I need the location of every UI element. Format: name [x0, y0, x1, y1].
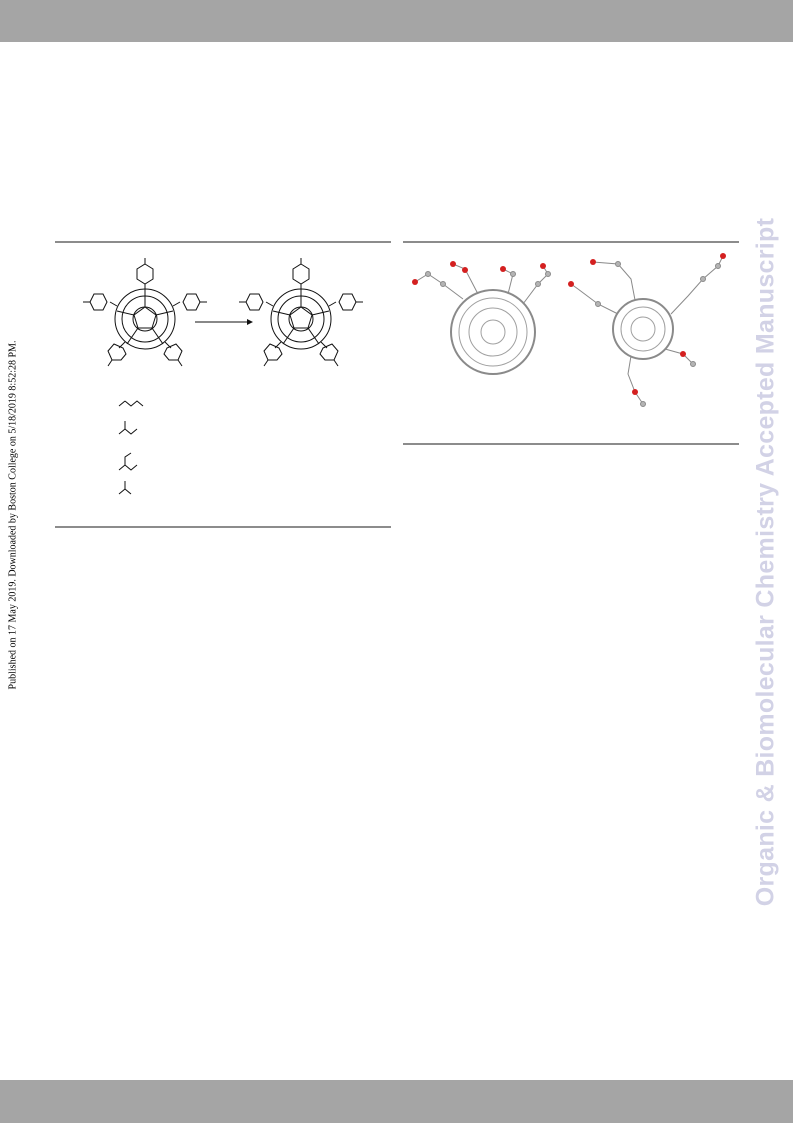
journal-watermark: Organic & Biomolecular Chemistry Accepted Manuscript	[751, 217, 780, 907]
scheme-top-rule	[55, 241, 391, 243]
structures-top-rule	[403, 241, 739, 243]
fullerene-reactant	[83, 258, 207, 366]
reaction-scheme	[55, 244, 391, 524]
fullerene-product	[239, 258, 363, 366]
structure-left	[412, 261, 551, 374]
crystal-structures	[403, 244, 739, 441]
substituent-list	[119, 401, 143, 494]
structure-right	[568, 253, 726, 407]
header-band	[0, 0, 793, 42]
scheme-bottom-rule	[55, 526, 391, 528]
publication-stamp: Published on 17 May 2019. Downloaded by Boston College on 5/18/2019 8:52:28 PM.	[7, 340, 19, 690]
structures-bottom-rule	[403, 443, 739, 445]
footer-band	[0, 1080, 793, 1123]
